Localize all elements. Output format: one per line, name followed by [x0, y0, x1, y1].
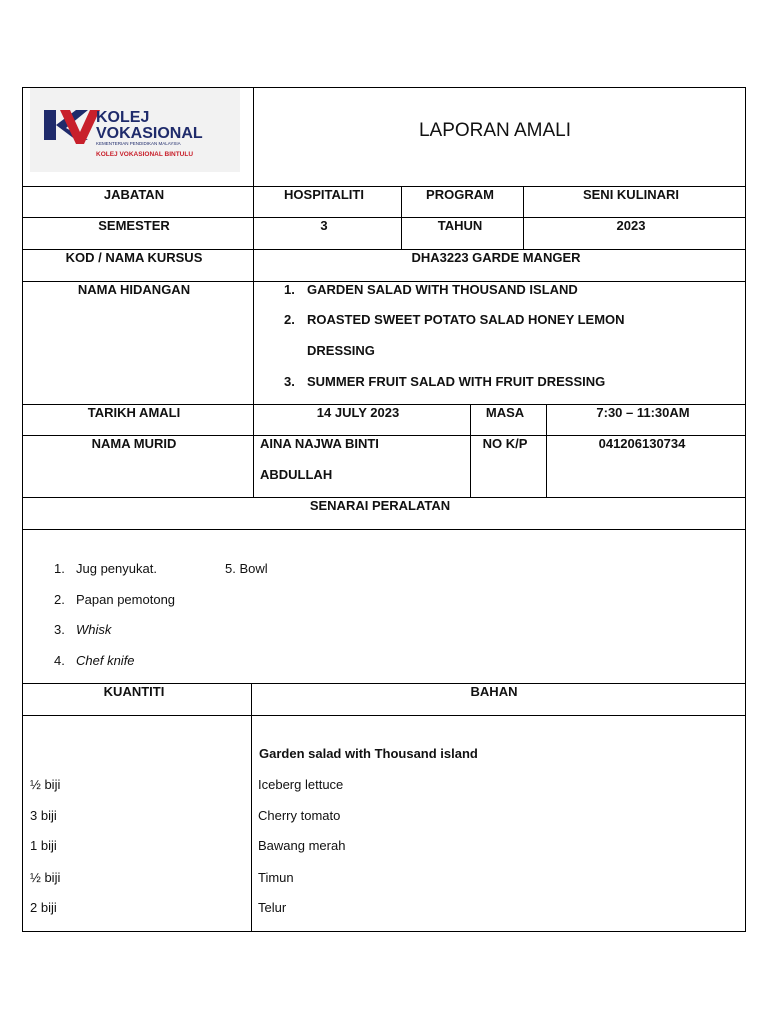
program-label: PROGRAM: [426, 187, 494, 202]
peralatan-item-1: Jug penyukat.: [76, 561, 157, 576]
masa-label: MASA: [485, 405, 525, 420]
hidangan-num-1: 1.: [284, 282, 295, 297]
peralatan-num-3: 3.: [54, 622, 65, 637]
col-divider: [470, 404, 471, 497]
murid-label: NAMA MURID: [91, 436, 177, 451]
page-title: LAPORAN AMALI: [418, 120, 572, 141]
item-row-1: Iceberg lettuce: [258, 777, 344, 792]
peralatan-num-4: 4.: [54, 653, 65, 668]
hidangan-num-3: 3.: [284, 374, 295, 389]
peralatan-item-2: Papan pemotong: [76, 592, 176, 607]
item-row-5: Telur: [258, 900, 287, 915]
item-row-4: Timun: [258, 870, 294, 885]
tarikh-label: TARIKH AMALI: [87, 405, 181, 420]
logo-line1: KOLEJ: [96, 109, 150, 126]
logo-line2: VOKASIONAL: [96, 125, 203, 142]
hidangan-label: NAMA HIDANGAN: [77, 282, 191, 297]
peralatan-heading: SENARAI PERALATAN: [309, 498, 451, 513]
bahan-header: BAHAN: [470, 684, 518, 699]
col-divider: [253, 87, 254, 281]
item-row-3: Bawang merah: [258, 838, 346, 853]
peralatan-num-2: 2.: [54, 592, 65, 607]
tahun-value: 2023: [616, 218, 646, 233]
program-value: SENI KULINARI: [582, 187, 680, 202]
qty-row-4: ½ biji: [30, 870, 61, 885]
col-divider: [523, 186, 524, 249]
hidangan-item-2: ROASTED SWEET POTATO SALAD HONEY LEMON: [307, 312, 625, 327]
hidangan-item-1: GARDEN SALAD WITH THOUSAND ISLAND: [307, 282, 578, 297]
tarikh-value: 14 JULY 2023: [316, 405, 400, 420]
jabatan-value: HOSPITALITI: [284, 187, 364, 202]
col-divider: [253, 281, 254, 497]
semester-label: SEMESTER: [98, 218, 170, 233]
peralatan-item-4: Chef knife: [76, 653, 135, 668]
qty-row-5: 2 biji: [30, 900, 57, 915]
qty-row-1: ½ biji: [30, 777, 61, 792]
murid-line1: AINA NAJWA BINTI: [260, 436, 379, 451]
qty-row-3: 1 biji: [30, 838, 57, 853]
col-divider: [401, 186, 402, 249]
kursus-value: DHA3223 GARDE MANGER: [411, 250, 581, 265]
peralatan-item-3: Whisk: [76, 622, 112, 637]
bahan-section-title: Garden salad with Thousand island: [259, 746, 478, 761]
logo-line4: KOLEJ VOKASIONAL BINTULU: [96, 151, 194, 158]
kursus-label: KOD / NAMA KURSUS: [65, 250, 203, 265]
tahun-label: TAHUN: [437, 218, 483, 233]
hidangan-item-2-cont: DRESSING: [307, 343, 375, 358]
kp-value: 041206130734: [598, 436, 686, 451]
kp-label: NO K/P: [482, 436, 528, 451]
jabatan-label: JABATAN: [103, 187, 165, 202]
semester-value: 3: [320, 218, 328, 233]
hidangan-num-2: 2.: [284, 312, 295, 327]
row-divider: [22, 715, 746, 716]
kuantiti-header: KUANTITI: [103, 684, 165, 699]
col-divider: [251, 683, 252, 932]
logo-line3: KEMENTERIAN PENDIDIKAN MALAYSIA: [96, 141, 181, 146]
qty-row-2: 3 biji: [30, 808, 57, 823]
murid-line2: ABDULLAH: [260, 467, 333, 482]
peralatan-num-1: 1.: [54, 561, 65, 576]
masa-value: 7:30 – 11:30AM: [596, 405, 690, 420]
col-divider: [546, 404, 547, 497]
hidangan-item-3: SUMMER FRUIT SALAD WITH FRUIT DRESSING: [307, 374, 606, 389]
peralatan-item-5: 5. Bowl: [225, 561, 268, 576]
item-row-2: Cherry tomato: [258, 808, 341, 823]
row-divider: [22, 529, 746, 530]
college-logo: [30, 88, 240, 172]
